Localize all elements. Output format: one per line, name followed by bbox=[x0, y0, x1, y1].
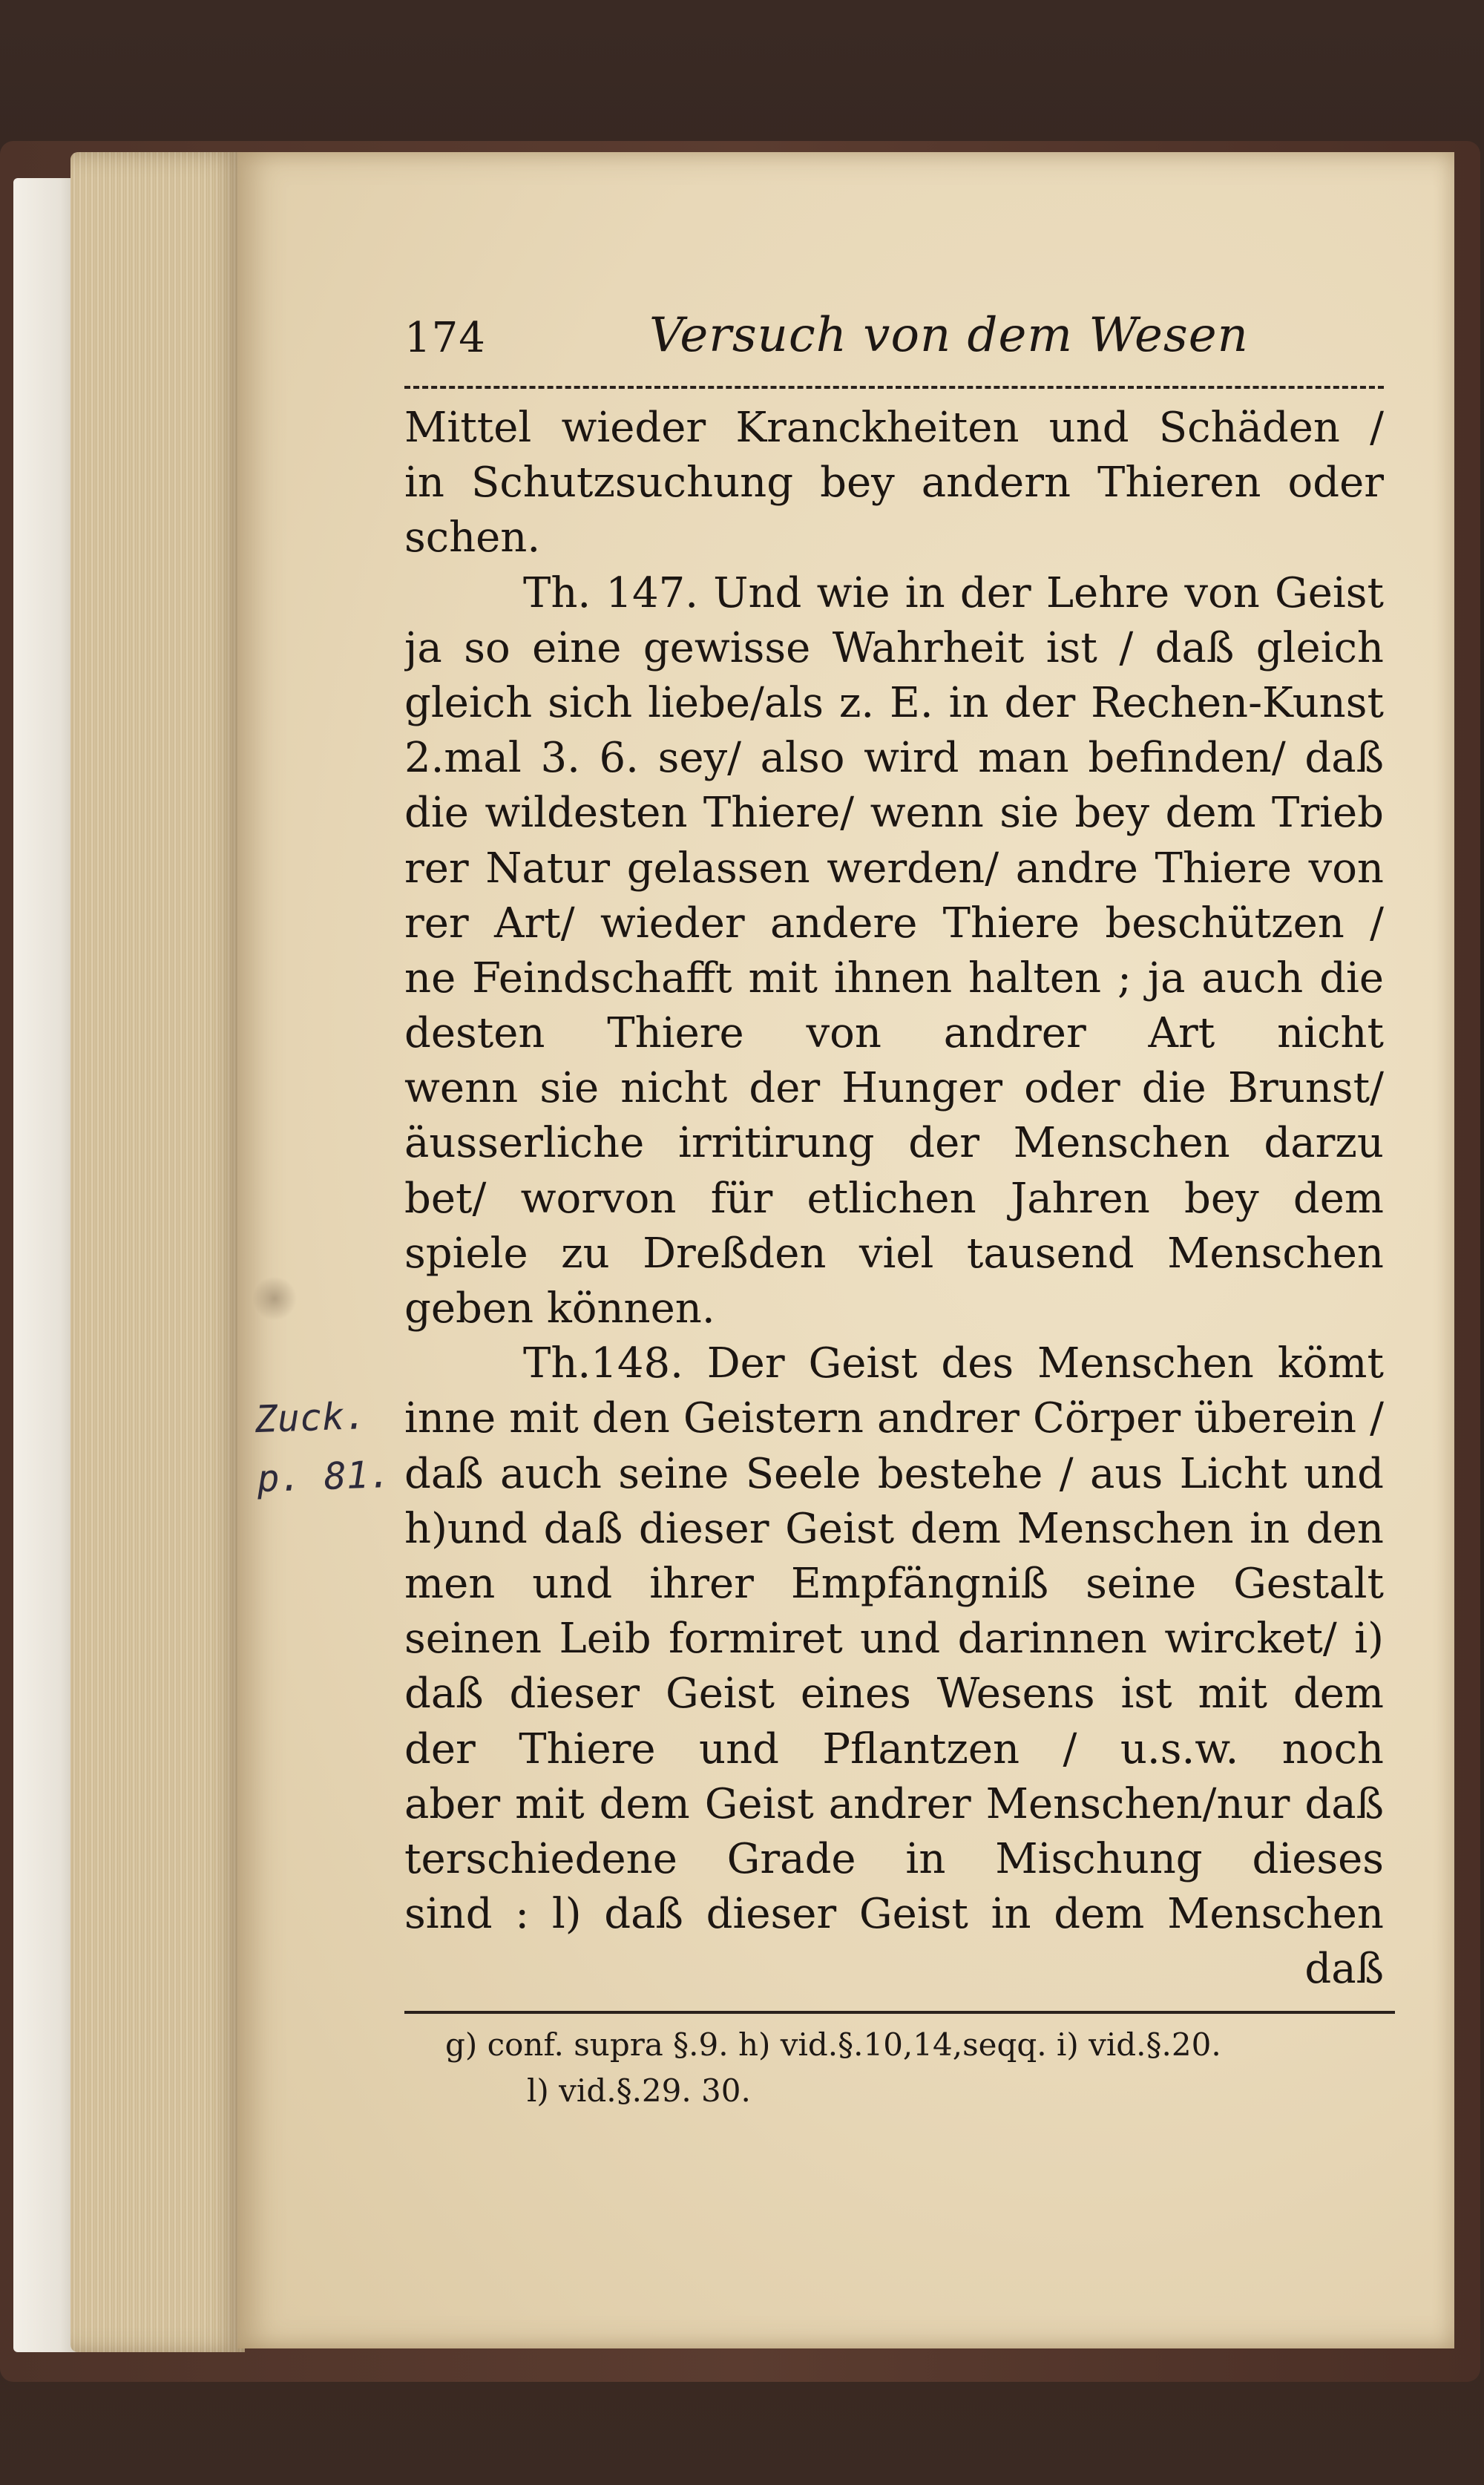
paragraph-th-148: Th.148. Der Geist des Menschen kömt bbox=[523, 1339, 1384, 1388]
header-rule bbox=[404, 386, 1384, 389]
text-line: Mittel wieder Kranckheiten und Schäden / bbox=[404, 404, 1384, 452]
handwritten-marginalia bbox=[254, 1385, 392, 1509]
text-line: geben können. bbox=[404, 1284, 715, 1333]
text-line: terschiedene Grade in Mischung dieses bbox=[404, 1834, 1384, 1883]
text-line: die wildesten Thiere/ wenn sie bey dem Trieb bbox=[404, 789, 1384, 838]
footnote-rule bbox=[404, 2011, 1395, 2014]
footnote-line: g) conf. supra §.9. h) vid.§.10,14,seqq. i) vid.§.20. bbox=[445, 2026, 1221, 2063]
text-line: wenn sie nicht der Hunger oder die Brunst/ bbox=[404, 1064, 1384, 1113]
running-title: Versuch von dem Wesen bbox=[649, 308, 1249, 363]
text-line: äusserliche irritirung der Menschen darzu bbox=[404, 1119, 1384, 1168]
page-stack-edges bbox=[70, 152, 245, 2352]
text-line: desten Thiere von andrer Art nicht bbox=[404, 1009, 1384, 1058]
marginalia-line: p. 81. bbox=[256, 1452, 392, 1501]
body-text bbox=[404, 401, 1384, 1997]
text-line: sind : l) daß dieser Geist in dem Menschen bbox=[404, 1890, 1384, 1939]
catchword: daß bbox=[1304, 1945, 1384, 1994]
page-number: 174 bbox=[404, 314, 486, 362]
text-line: daß dieser Geist eines Wesens ist mit dem bbox=[404, 1670, 1384, 1719]
text-line: seinen Leib formiret und darinnen wircket/ i) bbox=[404, 1615, 1384, 1664]
text-line: ja so eine gewisse Wahrheit ist / daß gleich bbox=[404, 623, 1384, 672]
text-line: inne mit den Geistern andrer Cörper überein / bbox=[404, 1394, 1384, 1443]
text-line: 2.mal 3. 6. sey/ also wird man befinden/ daß bbox=[404, 734, 1384, 783]
text-line: gleich sich liebe/als z. E. in der Rechen-Kunst bbox=[404, 678, 1384, 727]
text-line: bet/ worvon für etlichen Jahren bey dem bbox=[404, 1174, 1384, 1223]
text-line: daß auch seine Seele bestehe / aus Licht und bbox=[404, 1449, 1384, 1498]
footnote-line: l) vid.§.29. 30. bbox=[527, 2072, 751, 2109]
text-line: h)und daß dieser Geist dem Menschen in den bbox=[404, 1504, 1384, 1553]
text-line: men und ihrer Empfängniß seine Gestalt bbox=[404, 1559, 1384, 1608]
page-header bbox=[404, 308, 1380, 382]
ink-smudge bbox=[252, 1276, 297, 1321]
text-line: schen. bbox=[404, 513, 541, 562]
text-line: rer Art/ wieder andere Thiere beschützen / bbox=[404, 899, 1384, 948]
footnotes bbox=[445, 2022, 1402, 2114]
text-line: spiele zu Dreßden viel tausend Menschen bbox=[404, 1229, 1384, 1278]
text-line: der Thiere und Pflantzen / u.s.w. noch bbox=[404, 1724, 1384, 1773]
marginalia-line: Zuck. bbox=[254, 1393, 368, 1442]
text-line: ne Feindschafft mit ihnen halten ; ja auch die bbox=[404, 953, 1384, 1002]
text-line: aber mit dem Geist andrer Menschen/nur daß bbox=[404, 1779, 1384, 1828]
text-line: in Schutzsuchung bey andern Thieren oder bbox=[404, 459, 1384, 508]
text-line: rer Natur gelassen werden/ andre Thiere von bbox=[404, 844, 1384, 893]
paragraph-th-147: Th. 147. Und wie in der Lehre von Geist bbox=[523, 568, 1384, 617]
